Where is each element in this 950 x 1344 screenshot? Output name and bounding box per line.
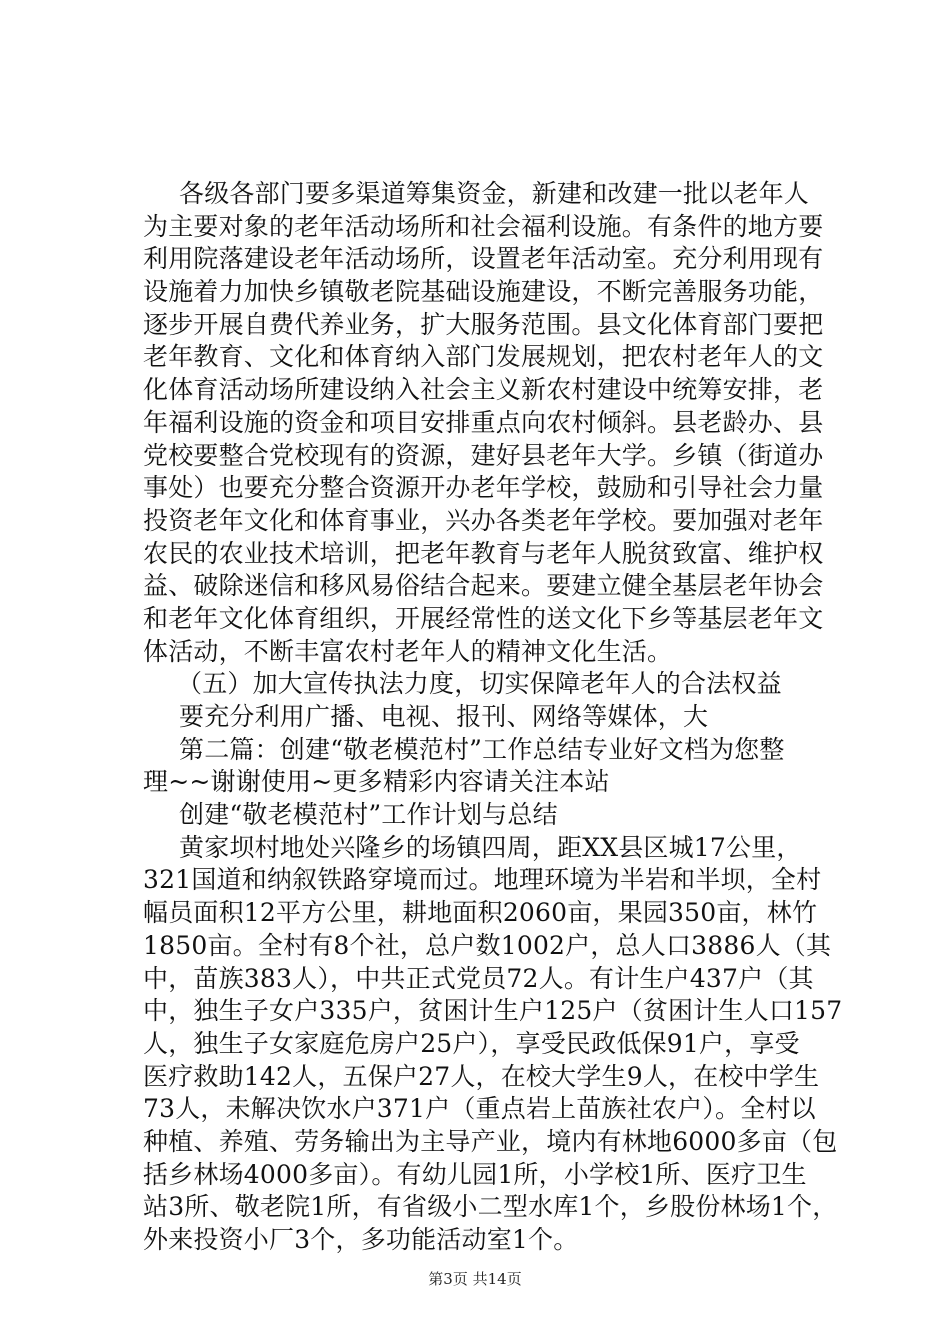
paragraph-line: 体活动，不断丰富农村老年人的精神文化生活。	[143, 636, 673, 666]
paragraph-line: 人，独生子女家庭危房户25户），享受民政低保91户，享受	[143, 1028, 800, 1058]
paragraph-line: 事处）也要充分整合资源开办老年学校，鼓励和引导社会力量	[143, 473, 824, 503]
paragraph-line: 设施着力加快乡镇敬老院基础设施建设，不断完善服务功能，	[143, 277, 824, 307]
paragraph-line: 黄家坝村地处兴隆乡的场镇四周，距XX县区城17公里，	[179, 832, 802, 862]
paragraph-line: 321国道和纳叙铁路穿境而过。地理环境为半岩和半坝，全村	[143, 865, 822, 895]
paragraph-line: 投资老年文化和体育事业，兴办各类老年学校。要加强对老年	[143, 505, 824, 535]
paragraph-line: 括乡林场4000多亩）。有幼儿园1所，小学校1所、医疗卫生	[143, 1159, 807, 1189]
paragraph-line: 农民的农业技术培训，把老年教育与老年人脱贫致富、维护权	[143, 538, 824, 568]
paragraph-line: 要充分利用广播、电视、报刊、网络等媒体，大	[179, 702, 709, 731]
paragraph-line: 化体育活动场所建设纳入社会主义新农村建设中统筹安排，老	[143, 375, 824, 405]
paragraph-line: 站3所、敬老院1所，有省级小二型水库1个，乡股份林场1个，	[143, 1192, 838, 1222]
document-title: 创建“敬老模范村”工作计划与总结	[179, 800, 558, 830]
paragraph-line: 外来投资小厂3个，多功能活动室1个。	[143, 1225, 579, 1254]
body-text	[143, 178, 843, 1257]
paragraph-line: 为主要对象的老年活动场所和社会福利设施。有条件的地方要	[143, 211, 824, 241]
paragraph-line: 各级各部门要多渠道筹集资金，新建和改建一批以老年人	[179, 179, 810, 208]
paragraph-line: 益、破除迷信和移风易俗结合起来。要建立健全基层老年协会	[143, 571, 824, 601]
chapter-heading: 第二篇：创建“敬老模范村”工作总结专业好文档为您整	[179, 734, 785, 764]
paragraph-line: 党校要整合党校现有的资源，建好县老年大学。乡镇（街道办	[143, 440, 824, 470]
paragraph-line: 中，独生子女户335户，贫困计生户125户（贫困计生人口157	[143, 996, 843, 1026]
paragraph-line: 中，苗族383人），中共正式党员72人。有计生户437户（其	[143, 963, 814, 993]
paragraph-line: 和老年文化体育组织，开展经常性的送文化下乡等基层老年文	[143, 603, 824, 633]
paragraph-line: 老年教育、文化和体育纳入部门发展规划，把农村老年人的文	[143, 342, 824, 372]
paragraph-line: 种植、养殖、劳务输出为主导产业，境内有林地6000多亩（包	[143, 1126, 838, 1156]
paragraph-line: 逐步开展自费代养业务，扩大服务范围。县文化体育部门要把	[143, 309, 824, 339]
paragraph-line: 73人，未解决饮水户371户（重点岩上苗族社农户）。全村以	[143, 1094, 816, 1124]
paragraph-line: 医疗救助142人，五保户27人，在校大学生9人，在校中学生	[143, 1061, 820, 1091]
chapter-heading-continued: 理~~谢谢使用~更多精彩内容请关注本站	[143, 767, 610, 797]
section-heading: （五）加大宣传执法力度，切实保障老年人的合法权益	[177, 669, 782, 699]
paragraph-line: 1850亩。全村有8个社，总户数1002户，总人口3886人（其	[143, 930, 832, 960]
page-number-footer: 第3页 共14页	[428, 1270, 522, 1288]
paragraph-line: 幅员面积12平方公里，耕地面积2060亩，果园350亩，林竹	[143, 898, 818, 928]
paragraph-line: 利用院落建设老年活动场所，设置老年活动室。充分利用现有	[143, 244, 824, 274]
paragraph-line: 年福利设施的资金和项目安排重点向农村倾斜。县老龄办、县	[143, 407, 824, 437]
